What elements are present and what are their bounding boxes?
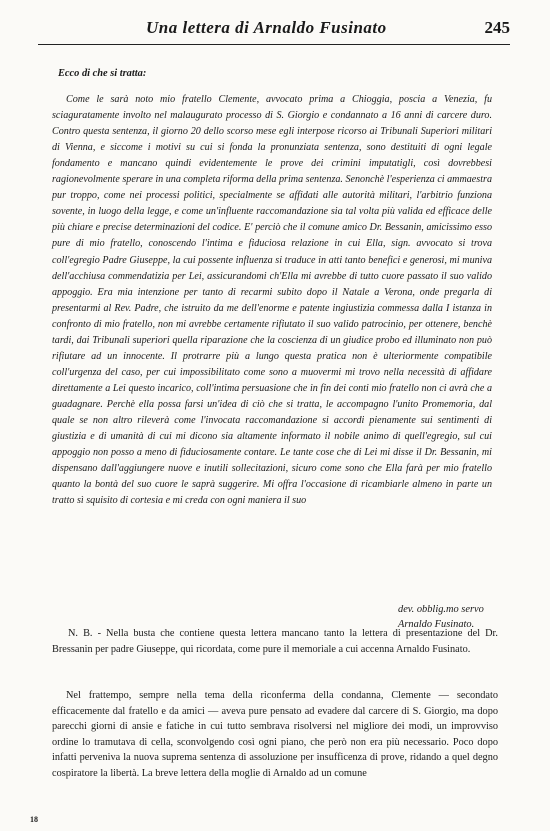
running-title: Una lettera di Arnaldo Fusinato: [146, 18, 387, 37]
letter-signature: Arnaldo Fusinato.: [398, 619, 475, 630]
letter-intro: Ecco di che si tratta:: [58, 68, 147, 79]
letter-text: [52, 66, 492, 509]
running-head: [38, 18, 510, 45]
editor-note: N. B. - Nella busta che contiene questa lettera mancano tanto la lettera di presentazione del Dr. Bressanin per padre Giuseppe, qui ricordata, come pure il memoriale a cui accenna Arnaldo Fusinato.: [52, 628, 498, 655]
letter-body: Come le sarà noto mio fratello Clemente, avvocato prima a Chioggia, poscia a Venezia, fu sciaguratamente involto nel malaugurato processo di S. Giorgio e condannato a 16 anni di carcere duro. Contro questa sentenza, il giorno 20 dello scorso mese egli interpose ricorso ai Tribunali Superiori militari di Vienna, e siccome i motivi su cui si fonda la pronunziata sentenza, sono destituiti di ogni legale fondamento e mancano quindi evidentemente le prove dei crimini imputatigli, così dovrebbesi ragionevolmente sperare in una completa riforma della prima sentenza. Senonchè l'esperienza ci ammaestra pur troppo, come nei processi politici, specialmente se affidati alle autorità militari, l'arbitrio funziona sovente, in luogo della legge, e come un'influente raccomandazione sia tal volta più valida ed efficace delle più chiare e precise determinazioni del codice. E' perciò che il comune amico Dr. Bessanin, amicissimo esso pure di mio fratello, conoscendo l'intima e fiduciosa relazione in cui Ella, sign. avvocato si trova coll'egregio Padre Giuseppe, la cui possente influenza si traduce in atti tanto benefici e generosi, mi munivа dell'acchiusa commendatizia per Lei, assicurandomi ch'Ella mi avrebbe di tutto cuore passato il suo valido appoggio. Era mia intenzione per tanto di recarmi subito dopo il Natale a Verona, onde pregarla di presentarmi al Rev. Padre, che istruito da me dell'enorme e patente ingiustizia commessa dalla I istanza in confronto di mio fratello, non mi avrebbe certamente rifiutato il suo valido patrocinio, per ottenere, benchè tardi, dai Tribunali superiori quella riparazione che la coscienza di un giudice probo ed illuminato non può rifiutare ad un innocente. Il protrarre più a lungo questa pratica non è ulteriormente compatibile coll'urgenza del caso, per cui impossibilitato come sono a muovermi mi trovo nella necessità di affidare direttamente a Lei questo incarico, coll'intima persuasione che in fin dei conti mio fratello non ci avrà che a guadagnare. Perchè ella possa farsi un'idea di ciò che si tratta, le accompagno l'unito Promemoria, dal quale se non altro rileverà come l'invocata raccomandazione si accordi pienamente sui sentimenti di giustizia e di umanità di cui mi dicono sia altamente informato il nobile animo di quell'egregio, sul cui appoggio non posso a meno di fiduciosamente contare. Le tante cose che di Lei mi disse il Dr. Bessanin, mi dispensano dall'aggiungere nuove e inutili sollecitazioni, sicuro come sono che Ella farà per mio fratello quanto la bontà del suo cuore le saprà suggerire. Mi offra l'occasione di ricambiarle almeno in parte un tratto sì squisito di cortesia e mi creda con ogni maniera il suo: [52, 94, 492, 507]
letter-closing: dev. obblig.mo servo: [398, 604, 484, 615]
printer-signature-mark: 18: [30, 815, 38, 824]
page-number: 245: [484, 18, 510, 37]
narrative-paragraph: Nel frattempo, sempre nella tema della riconferma della condanna, Clemente — secondato efficacemente dal fratello e da amici — aveva pure pensato ad evadere dal carcere di S. Giorgio, ma dopo parecchi giorni di ansie e fatiche in cui tutto sembrava risolversi nel migliore dei modi, un improvviso ordine lo tramutava di cella, sconvolgendo così ogni piano, che però non era più necessario. Poco dopo infatti perveniva la nuova suprema sentenza di assoluzione per insufficenza di prove, ridando a quel degno cospiratore la libertà. La breve lettera della moglie di Arnaldo ad un comune: [52, 690, 498, 779]
